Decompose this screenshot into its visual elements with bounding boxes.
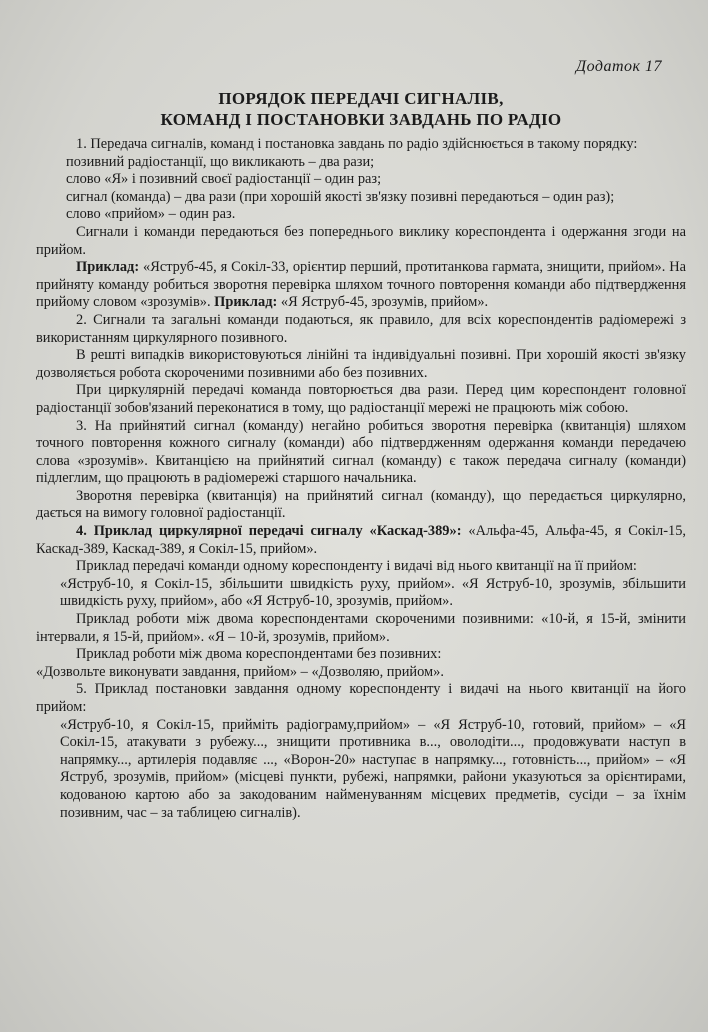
section4-p2: Приклад передачі команди одному кореспонденту і видачі від нього квитанції на її прийом: — [76, 558, 637, 575]
section4-label: 4. Приклад циркулярної передачі сигналу «Каскад-389»: — [76, 523, 462, 540]
title-line-2: КОМАНД І ПОСТАНОВКИ ЗАВДАНЬ ПО РАДІО — [160, 110, 562, 129]
section5-p1: 5. Приклад постановки завдання одному кореспонденту і видачі на нього квитанції на його прийом: — [36, 681, 686, 715]
section2-p3: При циркулярній передачі команда повторюється два рази. Перед цим кореспондент головної радіостанції зобов'язаний переконатися в тому, що радіостанції мережі не працюють між собою. — [36, 382, 686, 416]
section1-step: слово «Я» і позивний своєї радіостанції – один раз; — [66, 171, 382, 188]
example-text: «Яструб-45, я Сокіл-33, орієнтир перший, протитанкова гармата, знищити, прийом». На прийняту команду робиться зворотня перевірка шляхом точного повторення команди або підтвердження прийому словом «зрозумів». — [36, 259, 686, 311]
document-title — [36, 88, 686, 130]
example2-text: «Я Яструб-45, зрозумів, прийом». — [277, 294, 489, 311]
document-body — [36, 136, 686, 822]
title-line-1: ПОРЯДОК ПЕРЕДАЧІ СИГНАЛІВ, — [218, 89, 504, 108]
section4-p5: Приклад роботи між двома кореспондентами без позивних: — [76, 646, 442, 663]
example2-label: Приклад: — [214, 294, 278, 311]
section5-p2: «Яструб-10, я Сокіл-15, прийміть радіограму,прийом» – «Я Яструб-10, готовий, прийом» – «Я Сокіл-15, атакувати з рубежу..., знищити противника в..., оволодіти..., продовжувати наступ в напрямку..., артилерія подавляє ..., «Ворон-20» наступає в напрямку..., готовність..., прийом» – «Я Яструб, зрозумів, прийом» (місцеві пункти, рубежі, напрямки, райони указуються за орієнтирами, кодованою картою або за закодованим найменуванням місцевих предметів, сусіди – за їхнім позивним, час – за таблицею сигналів). — [60, 716, 686, 821]
section3-p1: 3. На прийнятий сигнал (команду) негайно робиться зворотня перевірка (квитанція) шляхом точного повторення кожного сигналу (команди) або підтвердженням одержання команди передачею слова «зрозумів». Квитанцією на прийнятий сигнал (команду) є також передача сигналу (команди) підлеглим, що працюють в радіомережі старшого начальника. — [36, 417, 686, 487]
section4-text: «Альфа-45, Альфа-45, я Сокіл-15, Каскад-389, Каскад-389, я Сокіл-15, прийом». — [36, 523, 686, 557]
section1-step: слово «прийом» – один раз. — [66, 206, 236, 223]
section2-p2: В решті випадків використовуються лінійні та індивідуальні позивні. При хорошій якості зв'язку дозволяється робота скороченими позивними або без позивних. — [36, 347, 686, 381]
section1-intro: 1. Передача сигналів, команд і постановка завдань по радіо здійснюється в такому порядку: — [76, 136, 638, 152]
section4-p1 — [36, 523, 686, 558]
section4-p4: Приклад роботи між двома кореспондентами скороченими позивними: «10-й, я 15-й, змінити інтервали, я 15-й, прийом». «Я – 10-й, зрозумів, прийом». — [36, 611, 686, 645]
section1-example — [36, 259, 686, 312]
section1-step: сигнал (команда) – два рази (при хорошій якості зв'язку позивні передаються – один раз); — [66, 188, 615, 205]
appendix-label: Додаток 17 — [575, 58, 662, 75]
section1-step: позивний радіостанції, що викликають – два рази; — [66, 153, 375, 170]
section4-p3: «Яструб-10, я Сокіл-15, збільшити швидкість руху, прийом». «Я Яструб-10, зрозумів, збільшити швидкість руху, прийом», або «Я Яструб-10, зрозумів, прийом». — [60, 575, 686, 610]
section1-note: Сигнали і команди передаються без попереднього виклику кореспондента і одержання згоди на прийом. — [36, 223, 686, 258]
section3-p2: Зворотня перевірка (квитанція) на прийнятий сигнал (команду), що передається циркулярно, дається на вимогу головної радіостанції. — [36, 487, 686, 522]
section2-p1: 2. Сигнали та загальні команди подаються, як правило, для всіх кореспондентів радіомережі з використанням циркулярного позивного. — [36, 311, 686, 346]
example-label: Приклад: — [76, 259, 140, 276]
section4-p6: «Дозвольте виконувати завдання, прийом» – «Дозволяю, прийом». — [36, 663, 444, 680]
